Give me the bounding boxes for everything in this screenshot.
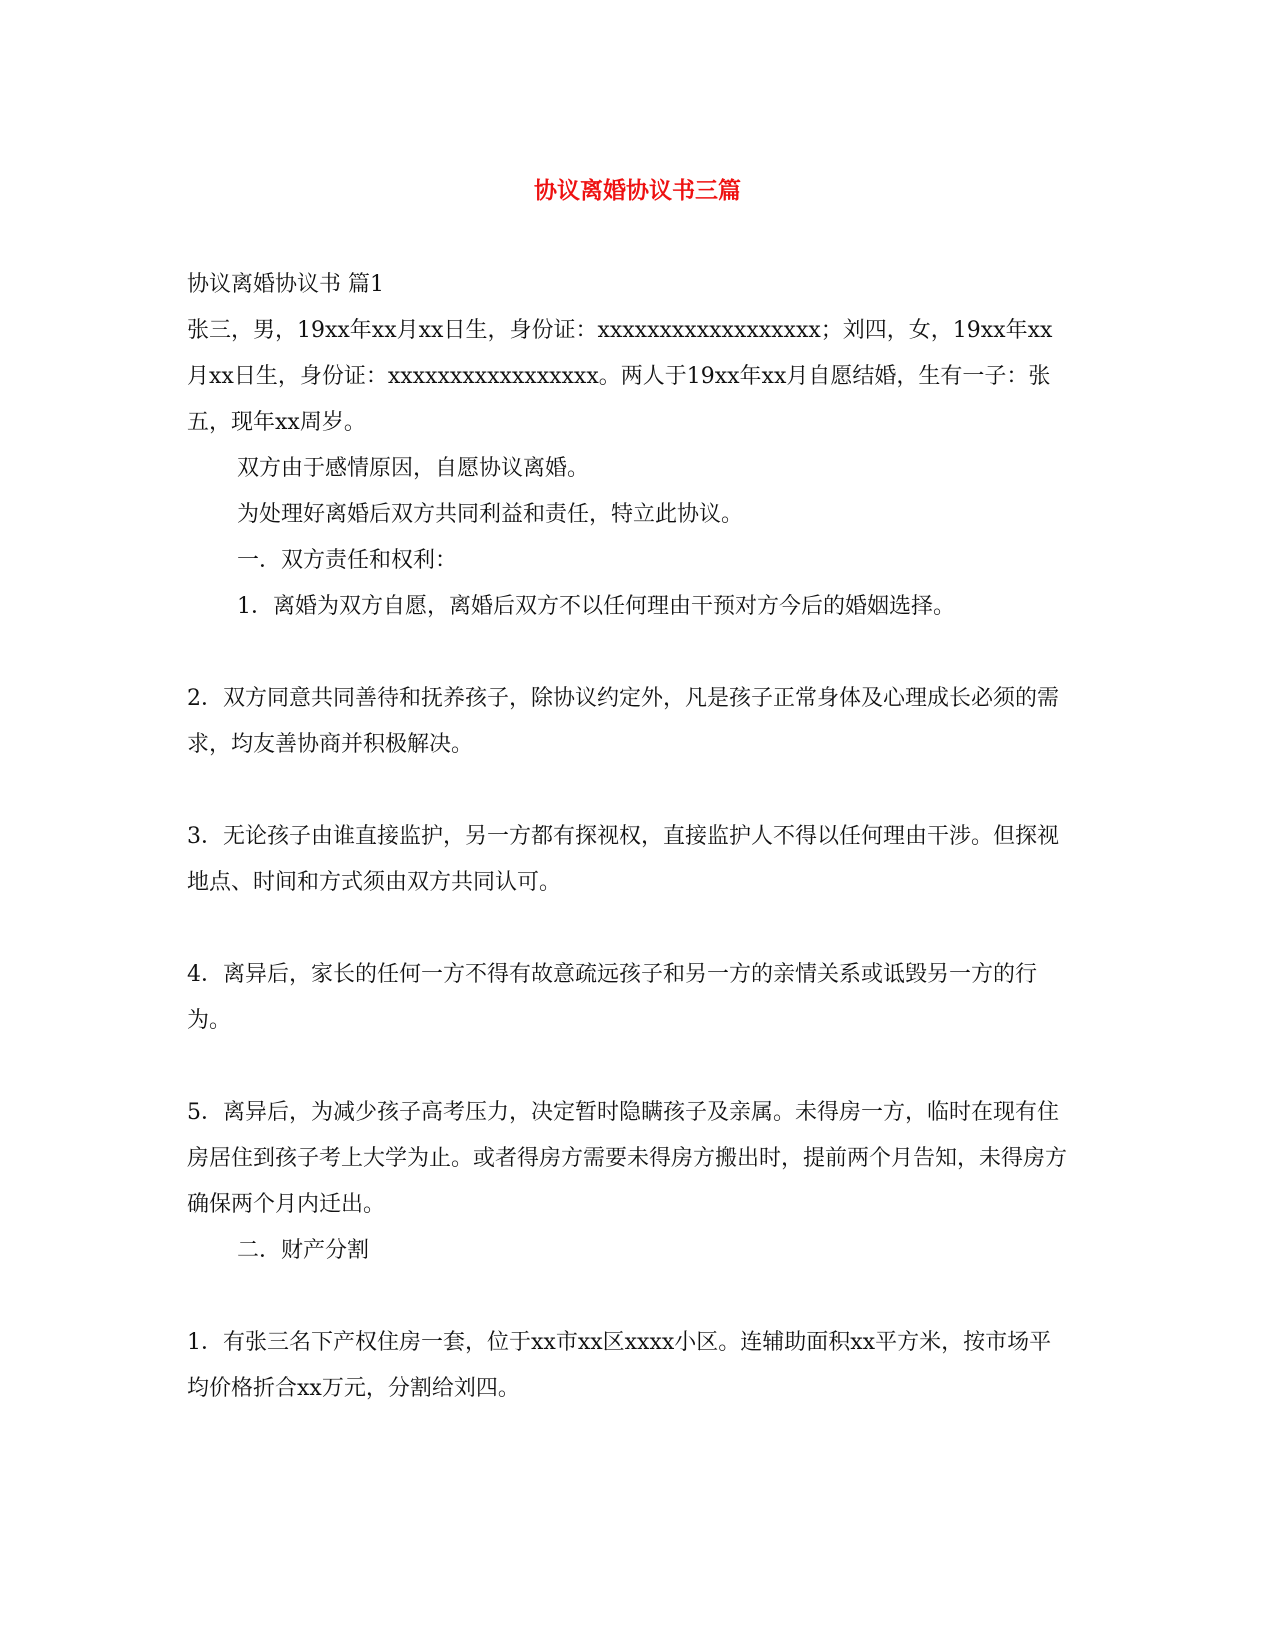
- clause-1-2: 2．双方同意共同善待和抚养孩子，除协议约定外，凡是孩子正常身体及心理成长必须的需求，均友善协商并积极解决。: [187, 686, 1060, 757]
- divorce-reason-paragraph: 双方由于感情原因，自愿协议离婚。: [237, 456, 590, 481]
- parties-paragraph: 张三，男，19xx年xx月xx日生，身份证：xxxxxxxxxxxxxxxxxx；刘四，女，19xx年xx月xx日生，身份证：xxxxxxxxxxxxxxxxx。两人于19xx年xx月自愿结婚，生有一子：张五，现年xx周岁。: [187, 318, 1053, 435]
- section-heading: 协议离婚协议书 篇1: [187, 272, 384, 297]
- clause-1-5: 5．离异后，为减少孩子高考压力，决定暂时隐瞒孩子及亲属。未得房一方，临时在现有住房居住到孩子考上大学为止。或者得房方需要未得房方搬出时，提前两个月告知，未得房方确保两个月内迁出。: [187, 1100, 1068, 1217]
- document-body: [187, 262, 1067, 1412]
- section-one-heading: 一．双方责任和权利：: [237, 548, 458, 573]
- clause-1-4: 4．离异后，家长的任何一方不得有故意疏远孩子和另一方的亲情关系或诋毁另一方的行为。: [187, 962, 1037, 1033]
- clause-1-1: 1．离婚为双方自愿，离婚后双方不以任何理由干预对方今后的婚姻选择。: [237, 594, 955, 619]
- clause-2-1: 1．有张三名下产权住房一套，位于xx市xx区xxxx小区。连辅助面积xx平方米，按市场平均价格折合xx万元，分割给刘四。: [187, 1330, 1052, 1401]
- section-two-heading: 二．财产分割: [237, 1238, 370, 1263]
- agreement-purpose-paragraph: 为处理好离婚后双方共同利益和责任，特立此协议。: [237, 502, 744, 527]
- document-title: 协议离婚协议书三篇: [534, 177, 741, 204]
- clause-1-3: 3．无论孩子由谁直接监护，另一方都有探视权，直接监护人不得以任何理由干涉。但探视地点、时间和方式须由双方共同认可。: [187, 824, 1060, 895]
